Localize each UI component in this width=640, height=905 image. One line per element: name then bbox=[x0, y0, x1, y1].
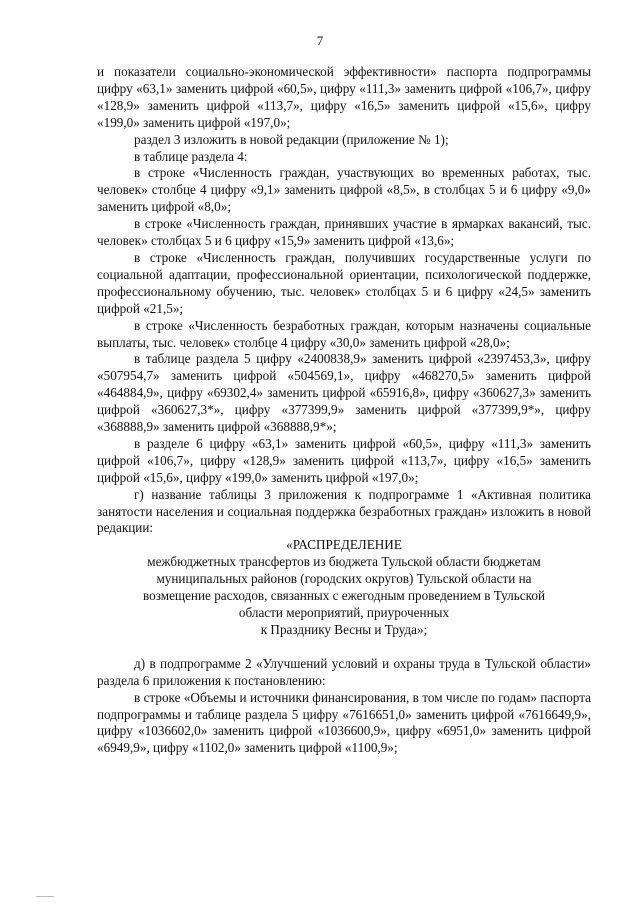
distribution-heading-block bbox=[97, 537, 591, 638]
distribution-line: муниципальных районов (городских округов) Тульской области на bbox=[156, 571, 532, 587]
blank-line bbox=[97, 639, 591, 656]
document-body bbox=[97, 64, 591, 757]
paragraph-state-services: в строке «Численность граждан, получивших государственные услуги по социальной адаптации, профессиональной ориентации, психологической поддержке, профессиональному обучению, тыс. человек» столбцах 5 и 6 цифру «24,5» заменить цифрой «21,5»; bbox=[97, 249, 591, 316]
distribution-line: области мероприятий, приуроченных bbox=[238, 605, 450, 620]
paragraph-section-6: в разделе 6 цифру «63,1» заменить цифрой «60,5», цифру «111,3» заменить цифрой «106,7», цифру «128,9» заменить цифрой «113,7», цифру «16,5» заменить цифрой «15,6», цифру «199,0» заменить цифрой «197,0»; bbox=[97, 435, 591, 485]
paragraph-social-payments: в строке «Численность безработных граждан, которым назначены социальные выплаты, тыс. человек» столбце 4 цифру «30,0» заменить цифрой «28,0»; bbox=[97, 317, 591, 350]
distribution-title: «РАСПРЕДЕЛЕНИЕ bbox=[286, 537, 402, 553]
distribution-line: к Празднику Весны и Труда»; bbox=[260, 621, 428, 637]
paragraph-table-5: в таблице раздела 5 цифру «2400838,9» заменить цифрой «2397453,3», цифру «507954,7» заменить цифрой «504569,1», цифру «468270,5» заменить цифрой «464884,9», цифру «69302,4» заменить цифрой «65916,8», цифру «360627,3» заменить цифрой «360627,3*», цифру «377399,9» заменить цифрой «377399,9*», цифру «368888,9» заменить цифрой «368888,9*»; bbox=[97, 351, 591, 435]
page-number: 7 bbox=[316, 33, 324, 48]
distribution-line: межбюджетных трансфертов из бюджета Тульской области бюджетам bbox=[147, 554, 541, 570]
paragraph-section-3: раздел 3 изложить в новой редакции (приложение № 1); bbox=[134, 131, 449, 147]
paragraph-temporary-work: в строке «Численность граждан, участвующих во временных работах, тыс. человек» столбце 4 цифру «9,1» заменить цифрой «8,5», в столбцах 5 и 6 цифру «9,0» заменить цифрой «8,0»; bbox=[97, 165, 591, 215]
paragraph-financing: в строке «Объемы и источники финансирования, в том числе по годам» паспорта подпрограммы и таблице раздела 5 цифру «7616651,0» заменить цифрой «7616649,9», цифру «1036602,0» заменить цифрой «1036600,9», цифру «6951,0» заменить цифрой «6949,9», цифру «1102,0» заменить цифрой «1100,9»; bbox=[97, 689, 591, 756]
paragraph-item-g: г) название таблицы 3 приложения к подпрограмме 1 «Активная политика занятости населения и социальная поддержка безработных граждан» изложить в новой редакции: bbox=[97, 486, 591, 536]
paragraph-job-fairs: в строке «Численность граждан, принявших участие в ярмарках вакансий, тыс. человек» столбцах 5 и 6 цифру «15,9» заменить цифрой «13,6»; bbox=[97, 216, 591, 249]
paragraph-item-d: д) в подпрограмме 2 «Улучшений условий и охраны труда в Тульской области» раздела 6 приложения к постановлению: bbox=[97, 655, 591, 688]
paragraph-continuation: и показатели социально-экономической эффективности» паспорта подпрограммы цифру «63,1» заменить цифрой «60,5», цифру «111,3» заменить цифрой «106,7», цифру «128,9» заменить цифрой «113,7», цифру «16,5» заменить цифрой «15,6», цифру «199,0» заменить цифрой «197,0»; bbox=[97, 64, 591, 130]
distribution-line: возмещение расходов, связанных с ежегодным проведением в Тульской bbox=[142, 588, 546, 604]
scan-artifact bbox=[36, 896, 54, 897]
paragraph-table-4-intro: в таблице раздела 4: bbox=[134, 148, 248, 164]
